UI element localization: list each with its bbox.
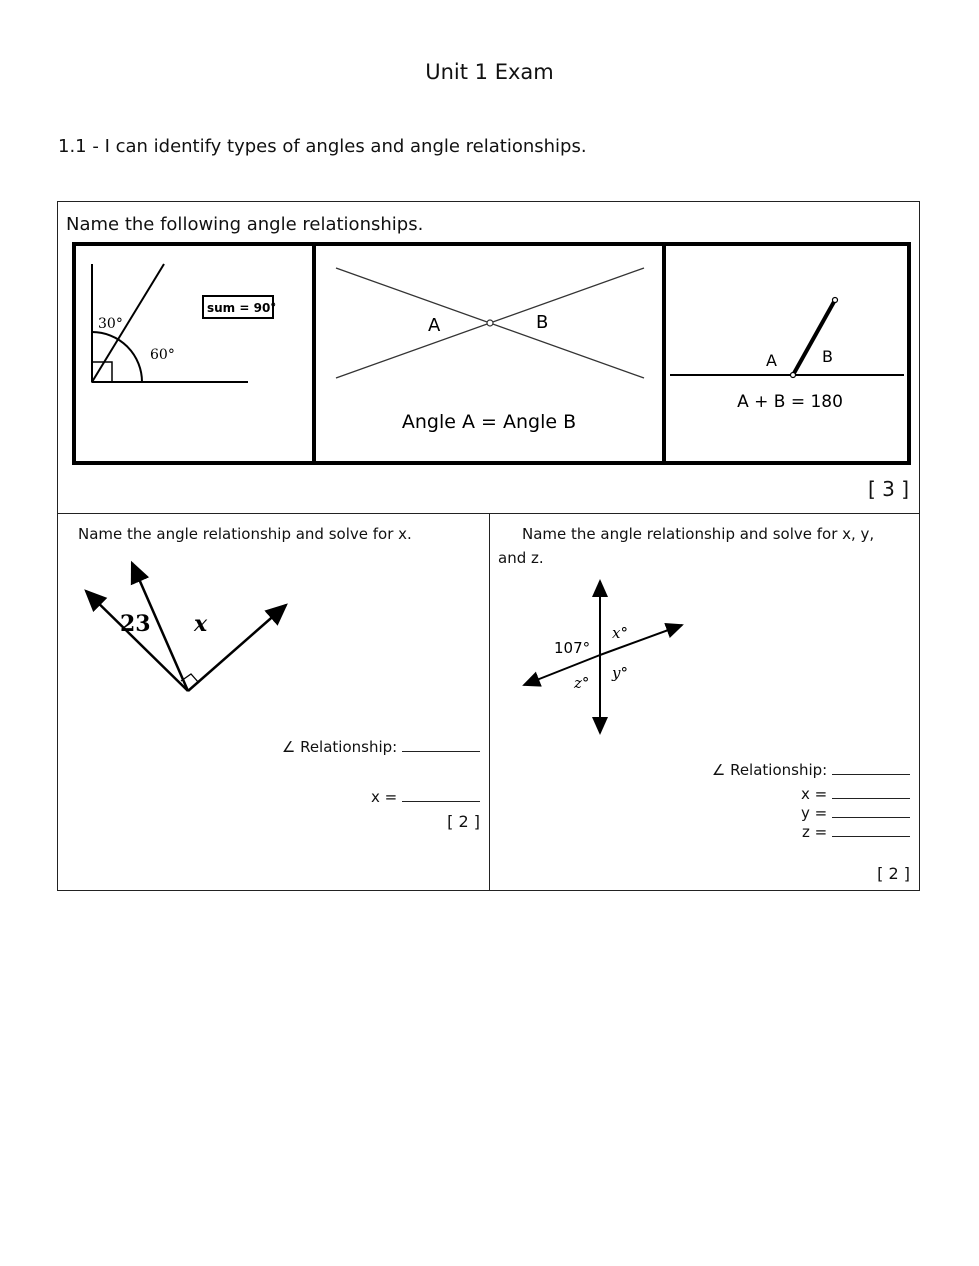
x-label: x = (801, 785, 828, 803)
label-angle-a: A (766, 351, 777, 370)
q3-diagram (520, 577, 700, 737)
relationship-blank[interactable] (832, 762, 910, 775)
label-angle-b: B (822, 347, 833, 366)
angle-30-label: 30° (98, 316, 123, 332)
q2-diagram (72, 553, 302, 703)
q3-instruction-line1: Name the angle relationship and solve for x, y, (522, 525, 875, 543)
question-table (57, 201, 920, 891)
x-blank[interactable] (402, 789, 480, 802)
label-angle-a: A (428, 315, 441, 336)
vertical-angles-caption: Angle A = Angle B (401, 411, 577, 433)
y-label: y = (801, 804, 828, 822)
q1-instruction: Name the following angle relationships. (66, 214, 424, 235)
angle-x-label: x° (612, 624, 628, 642)
relationship-label: ∠ Relationship: (711, 761, 828, 779)
q1-marks: [ 3 ] (867, 477, 909, 501)
figure-strip (72, 242, 911, 465)
x-label: x = (371, 788, 398, 806)
figure-complementary (76, 246, 316, 461)
figure-linear-pair (666, 246, 907, 461)
q3-z-answer[interactable] (802, 823, 910, 841)
z-blank[interactable] (832, 824, 910, 837)
question-2 (58, 513, 490, 890)
linear-pair-caption: A + B = 180 (737, 392, 843, 412)
page-title: Unit 1 Exam (425, 60, 554, 84)
sum-box-label: sum = 90° (207, 301, 277, 315)
q2-relationship-answer[interactable] (282, 738, 480, 756)
q3-y-answer[interactable] (801, 804, 910, 822)
angle-107-label: 107° (554, 639, 591, 657)
q3-instruction-line2: and z. (498, 549, 544, 567)
angle-x-label: x (194, 611, 208, 637)
label-angle-b: B (536, 312, 549, 333)
q3-x-answer[interactable] (801, 785, 910, 803)
q2-x-answer[interactable] (371, 788, 480, 806)
figure-vertical-angles (316, 246, 666, 461)
angle-60-label: 60° (150, 347, 175, 363)
q2-instruction: Name the angle relationship and solve for x. (78, 525, 412, 543)
complementary-diagram (76, 246, 312, 461)
q2-marks: [ 2 ] (447, 812, 480, 831)
linear-pair-diagram (666, 246, 907, 461)
question-3 (490, 513, 919, 890)
vertical-angles-diagram (316, 246, 662, 461)
learning-objective: 1.1 - I can identify types of angles and angle relationships. (58, 136, 587, 157)
x-blank[interactable] (832, 786, 910, 799)
angle-23-label: 23 (120, 611, 151, 637)
q3-relationship-answer[interactable] (712, 761, 910, 779)
angle-z-label: z° (574, 674, 590, 692)
relationship-label: ∠ Relationship: (281, 738, 398, 756)
z-label: z = (802, 823, 828, 841)
question-1 (58, 202, 919, 514)
angle-y-label: y° (612, 664, 628, 682)
y-blank[interactable] (832, 805, 910, 818)
relationship-blank[interactable] (402, 739, 480, 752)
q3-marks: [ 2 ] (877, 864, 910, 883)
